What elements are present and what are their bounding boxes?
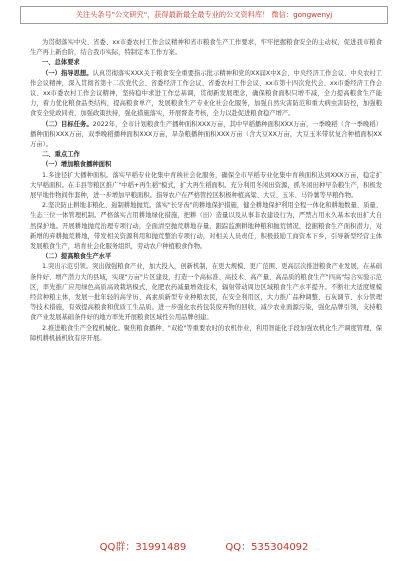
paragraph-text: 2.坚决防止耕地非粮化、遏制耕地抛荒。落实"长牙齿"的耕地保护措施，健全耕地保护利用全程一体化和耕地数量、质量、生态三位一体管理机制。严格落实占用耕地绿化措施，把耕（田）造量以及从事非农建设行为，严禁占用永久基本农田扩大自然保护地。开展耕地抛荒治理专项行动，全面清空抛荒耕地存量，跟踪监测耕地种粮和抛荒情况，挖掘粮食生产面积潜力，对新增的弃耕抛荒耕地，带发相关资源利用和抛荒整治专项行动，对相关人员责任，积极鼓励工商资本下乡，引导新型经营主体发展粮食生产，培育社会化服务组织，劳动农户种植粮食作物。	[30, 202, 382, 251]
paragraph-lead: （二）目标任务。	[42, 120, 93, 128]
body-paragraph	[30, 262, 382, 323]
footer	[0, 538, 408, 553]
body-paragraph	[30, 69, 382, 120]
paragraph-text: 1.多途径扩大播种面积。落实早稻专业化集中育秧社会化服务，确保全市早稻专业化集中育秧面积达到XXX万亩，稳定扩大早稻面积。在丰县等粮区推广"中稻+再生稻"模式，扩大再生稻面积。充分利用冬闲田资源，抓冬闲田种早杂粮生产，积极发展早地作物间作套种，进一步增加早粮面积。指导农户在严格管控区积极种植高粱、大豆、玉米、马铃薯等早粮作物。	[30, 171, 382, 200]
qq-group-text: QQ群：31991489	[99, 542, 187, 553]
body-paragraph	[30, 171, 382, 202]
body-paragraph	[30, 38, 382, 58]
promo-banner: 关注头条号"公文研究"，获得最新最全最专业的公文资料库！ 微信：gongwenyj	[20, 6, 388, 24]
body-paragraph	[30, 324, 382, 344]
qq-contact-text: QQ：535304092	[225, 542, 309, 553]
paragraph-lead: （一）指导思想。	[42, 69, 93, 77]
subsection-heading	[30, 252, 382, 262]
body-paragraph	[30, 120, 382, 151]
paragraph-text: 一、总体要求	[42, 59, 80, 67]
paragraph-text: 认真贯彻落实XXX关于粮食安全重要指示批示精神和党的XX届X中X会、中央经济工作会议、中央农村工作会议精神，深入贯彻省第十二次党代会、省委经济工作会议、省委农村工作会议、xx市第十四次党代会、xx市委经济工作会议、xx市委农村工作会议精神，坚持稳中求进工作总基调，贯彻新发展理念，确保粮食面积只增不减，全力提高粮食生产能力，着力优化粮食品类结构，提高粮食单产，发展粮食生产专业化社会化服务，加强自然灾害防范和重大病虫害防控，加强粮食安全党政同责，加强政策扶持，强化措施落实，开展督查考核，全力以赴促进粮食稳产增产。	[30, 69, 383, 118]
body-paragraph	[30, 201, 382, 252]
section-heading	[30, 58, 382, 68]
section-heading	[30, 150, 382, 160]
subsection-heading	[30, 160, 382, 170]
paragraph-text: 二、重点工作	[42, 151, 80, 159]
paragraph-text: （二）提高粮食生产水平	[42, 253, 112, 261]
paragraph-text: （一）增加粮食播种面积	[42, 161, 112, 169]
document-body	[30, 38, 382, 344]
paragraph-text: 2022年，全市计划粮食生产播种面积XXX万亩，其中早稻播种面积XXX万亩，一季晚稻（含一季晚稻）播种面积XXX万亩，双季晚稻播种面积XXX万亩，旱杂粮播种面积XXX万亩（含大豆XX万亩，大豆玉米带状复合种植面积XX万亩）。	[30, 120, 382, 149]
paragraph-text: 为贯彻落实中央、省委、xx市委农村工作会议精神和省市粮食生产工作要求，牢牢把握粮食安全的主动权，促进我市粮食生产再上新台阶，结合我市实际，特制定本工作方案。	[30, 39, 382, 57]
paragraph-text: 1.突出示范引领。突出做强粮食产业，加大投入，创新机制，在更大规模、更广范围、更高层次推进粮食产业发展，在基础条件好、增产潜力大的县域，实现"万亩"片区建设，打造一个高标准、高技术、高产量、高品质的粮食生产"四高"综合实验示范区，率先推广应用绿色高质高效栽培模式，化肥农药减量增效技术，辐射带动周边区域粮食生产水平提升。不断壮大适度规模经营种粮主体，发展一批年轻的高学历、高素质新型专业种粮农民，在安全利用区，大力推广品种调整、石灰调节、水分管理等技术措施，有效提高粮食和优质工生品质。进一步强化农药包装废弃物的回收，减少农业面源污染，强化品牌引领，支持粮食产业发展基础条件好的地方率先开展粮食区域性公用品牌创建。	[30, 263, 382, 322]
paragraph-text: 2.推进粮食生产全程机械化。聚焦粮食播种、"双抢"等重要农时的农机作业，利用智能化手段加强农机化生产调度管理，保障机耕机插机收有序开展。	[30, 324, 382, 342]
